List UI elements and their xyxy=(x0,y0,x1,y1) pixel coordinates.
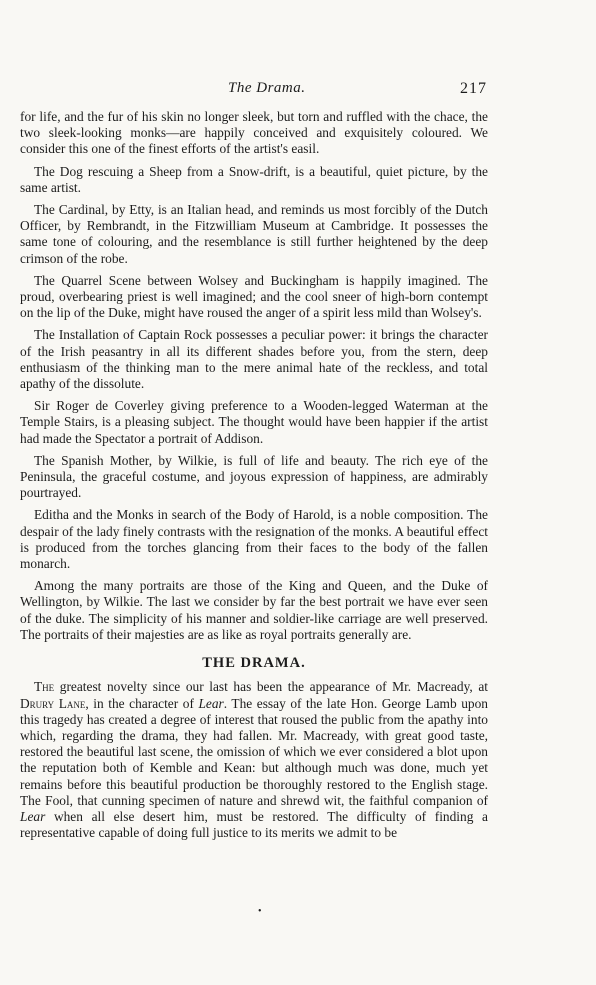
drama-text-1: greatest novelty since our last has been the appearance of Mr. Macready, at xyxy=(54,679,488,695)
paragraph-roger-de-coverley: Sir Roger de Coverley giving preference to a Wooden-legged Waterman at the Temple Stairs, is a pleasing subject. The thought would have been happier if the artist had made the Spectator a portrait of Addison. xyxy=(20,398,488,446)
paragraph-quarrel-scene: The Quarrel Scene between Wolsey and Buckingham is happily imagined. The proud, overbearing priest is well imagined; and the cool sneer of high-born contempt on the lip of the Duke, might have roused the anger of a spirit less mild than Wolsey's. xyxy=(20,272,488,321)
paragraph-editha: Editha and the Monks in search of the Body of Harold, is a noble composition. The despair of the lady finely contrasts with the resignation of the monks. A beautiful effect is produced from the torches glancing from their faces to the body of the fallen monarch. xyxy=(20,507,488,572)
theatre-name: Drury Lane xyxy=(20,695,86,711)
drama-text-2: , in the character of xyxy=(85,695,199,711)
paragraph-captain-rock: The Installation of Captain Rock possesses a peculiar power: it brings the character of the Irish peasantry in all its different shades before you, from the stern, deep enthusiasm of the thinking man to the mere animal hate of the reckless, and total apathy of the dissolute. xyxy=(20,327,488,392)
paragraph-cardinal: The Cardinal, by Etty, is an Italian head, and reminds us most forcibly of the Dutch Officer, by Rembrandt, in the Fitzwilliam Museum at Cambridge. It possesses the same tone of colouring, and the resemblance is still further heightened by the deep crimson of the robe. xyxy=(20,202,488,266)
paragraph-continuation: for life, and the fur of his skin no longer sleek, but torn and ruffled with the chace, the two sleek-looking monks—are happily conceived and exquisitely coloured. We consider this one of the finest efforts of the artist's easil. xyxy=(20,109,488,157)
paragraph-spanish-mother: The Spanish Mother, by Wilkie, is full of life and beauty. The rich eye of the Peninsula, the graceful costume, and joyous expression of happiness, are admirably pourtrayed. xyxy=(20,452,488,501)
footer-mark: • xyxy=(258,906,262,917)
drama-text-4: when all else desert him, must be restored. The difficulty of finding a representative capable of doing full justice to its merits we admit to be xyxy=(20,808,488,841)
running-title: The Drama. xyxy=(228,80,306,96)
play-title: Lear xyxy=(198,695,224,711)
play-title-2: Lear xyxy=(20,808,46,824)
section-heading: THE DRAMA. xyxy=(202,655,306,672)
paragraph-portraits: Among the many portraits are those of the King and Queen, and the Duke of Wellington, by Wilkie. The last we consider by far the best portrait we have ever seen of the duke. The simplicity of his manner and soldier-like carriage are well preserved. The portraits of their majesties are as like as royal portraits generally are. xyxy=(20,578,488,642)
drama-lead-word: The xyxy=(34,679,55,695)
page-number: 217 xyxy=(460,80,487,97)
paragraph-drama xyxy=(20,679,488,841)
running-head xyxy=(0,80,596,102)
paragraph-dog-rescuing-sheep: The Dog rescuing a Sheep from a Snow-drift, is a beautiful, quiet picture, by the same artist. xyxy=(20,163,488,195)
drama-text-3: . The essay of the late Hon. George Lamb upon this tragedy has created a degree of interest that roused the public from the apathy into which, regarding the drama, they had fallen. Mr. Macready, with great good taste, restored the beautiful last scene, the omission of which we ever considered a blot upon the reputation both of Kemble and Kean: but although much was done, much yet remains before this beautiful production be thoroughly restored to the English stage. The Fool, that cunning specimen of nature and shrewd wit, the faithful companion of xyxy=(20,695,488,808)
body-text xyxy=(20,109,488,841)
